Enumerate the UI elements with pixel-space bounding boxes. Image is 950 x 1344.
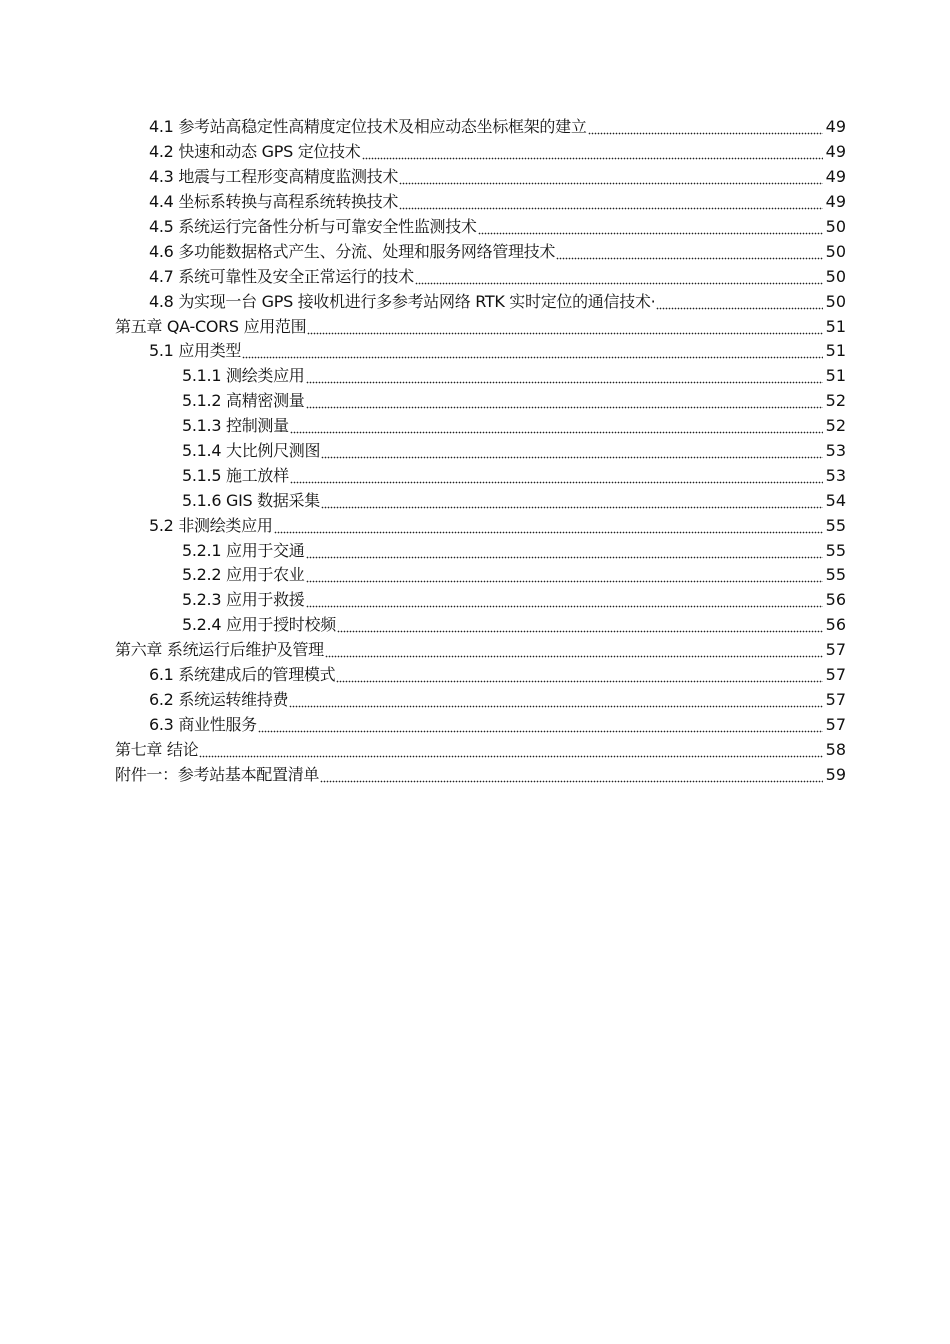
toc-dot-leader: [325, 640, 823, 660]
toc-entry[interactable]: [0, 140, 950, 165]
toc-subentry[interactable]: [0, 414, 950, 439]
toc-entry[interactable]: [0, 190, 950, 215]
toc-dot-leader: [321, 491, 823, 511]
toc-entry-title: 6.2 系统运转维持费: [149, 689, 289, 709]
toc-dot-leader: [320, 765, 823, 785]
toc-chapter-entry[interactable]: [0, 638, 950, 663]
toc-entry[interactable]: [0, 165, 950, 190]
toc-page-number: 50: [825, 266, 846, 286]
toc-dot-leader: [258, 715, 823, 735]
toc-page-number: 50: [825, 291, 846, 311]
toc-dot-leader: [415, 267, 823, 287]
toc-entry-title: 5.1.2 高精密测量: [182, 391, 305, 411]
toc-page-number: 53: [825, 465, 846, 485]
toc-entry[interactable]: [0, 513, 950, 538]
toc-entry[interactable]: [0, 264, 950, 289]
toc-page-number: 57: [825, 714, 846, 734]
toc-page-number: 49: [825, 192, 846, 212]
toc-appendix-entry[interactable]: [0, 762, 950, 787]
toc-dot-leader: [656, 292, 823, 312]
toc-entry-title: 5.1.5 施工放样: [182, 465, 289, 485]
toc-entry-title: 第六章 系统运行后维护及管理: [115, 640, 324, 660]
toc-entry-title: 4.7 系统可靠性及安全正常运行的技术: [149, 266, 414, 286]
toc-dot-leader: [199, 740, 823, 760]
toc-page-number: 57: [825, 689, 846, 709]
toc-entry-title: 5.1 应用类型: [149, 341, 242, 361]
toc-entry-title: 4.1 参考站高稳定性高精度定位技术及相应动态坐标框架的建立: [149, 117, 587, 137]
toc-subentry[interactable]: [0, 613, 950, 638]
toc-entry-title: 5.1.6 GIS 数据采集: [182, 490, 320, 510]
toc-entry[interactable]: [0, 115, 950, 140]
toc-entry[interactable]: [0, 663, 950, 688]
toc-entry-title: 5.1.1 测绘类应用: [182, 366, 305, 386]
toc-entry-title: 4.3 地震与工程形变高精度监测技术: [149, 167, 399, 187]
toc-page-number: 59: [825, 764, 846, 784]
toc-entry-title: 附件一：参考站基本配置清单: [115, 764, 320, 784]
toc-entry-title: 6.3 商业性服务: [149, 714, 257, 734]
toc-subentry[interactable]: [0, 563, 950, 588]
toc-entry-title: 第五章 QA-CORS 应用范围: [115, 316, 307, 336]
toc-page-number: 49: [825, 117, 846, 137]
toc-page-number: 50: [825, 217, 846, 236]
toc-subentry[interactable]: [0, 389, 950, 414]
toc-dot-leader: [306, 590, 824, 610]
toc-entry-title: 5.2.3 应用于救援: [182, 590, 305, 610]
toc-dot-leader: [399, 192, 823, 212]
toc-entry[interactable]: [0, 215, 950, 240]
toc-entry-title: 4.5 系统运行完备性分析与可靠安全性监测技术: [149, 217, 477, 236]
toc-entry-title: 5.2.1 应用于交通: [182, 540, 305, 560]
toc-page-number: 49: [825, 142, 846, 162]
toc-page-number: 56: [825, 590, 846, 610]
toc-subentry[interactable]: [0, 463, 950, 488]
toc-page-number: 49: [825, 167, 846, 187]
toc-page-number: 55: [825, 515, 846, 535]
toc-dot-leader: [242, 341, 823, 361]
toc-entry-title: 5.2 非测绘类应用: [149, 515, 273, 535]
toc-dot-leader: [306, 391, 824, 411]
toc-entry[interactable]: [0, 712, 950, 737]
toc-entry-title: 4.4 坐标系转换与高程系统转换技术: [149, 192, 399, 212]
toc-dot-leader: [556, 242, 823, 262]
toc-entry-title: 6.1 系统建成后的管理模式: [149, 665, 336, 685]
toc-page-number: 51: [825, 341, 846, 361]
toc-page-number: 55: [825, 565, 846, 585]
toc-page-number: 53: [825, 441, 846, 461]
toc-page-number: 55: [825, 540, 846, 560]
toc-page-number: 57: [825, 665, 846, 685]
toc-dot-leader: [306, 565, 824, 585]
toc-dot-leader: [321, 441, 823, 461]
toc-dot-leader: [306, 366, 824, 386]
toc-subentry[interactable]: [0, 488, 950, 513]
toc-entry-title: 4.6 多功能数据格式产生、分流、处理和服务网络管理技术: [149, 241, 556, 261]
toc-subentry[interactable]: [0, 588, 950, 613]
toc-entry-title: 第七章 结论: [115, 739, 199, 759]
toc-dot-leader: [588, 117, 823, 137]
toc-dot-leader: [290, 466, 823, 486]
toc-page-number: 51: [825, 366, 846, 386]
toc-dot-leader: [289, 690, 823, 710]
toc-subentry[interactable]: [0, 439, 950, 464]
toc-dot-leader: [478, 217, 823, 237]
toc-dot-leader: [399, 167, 823, 187]
toc-chapter-entry[interactable]: [0, 314, 950, 339]
toc-page-number: 58: [825, 739, 846, 759]
toc-dot-leader: [337, 615, 823, 635]
toc-entry[interactable]: [0, 239, 950, 264]
toc-entry-title: 4.2 快速和动态 GPS 定位技术: [149, 142, 361, 162]
toc-page-number: 52: [825, 416, 846, 436]
toc-entry[interactable]: [0, 687, 950, 712]
toc-dot-leader: [306, 541, 824, 561]
toc-entry-title: 4.8 为实现一台 GPS 接收机进行多参考站网络 RTK 实时定位的通信技术·: [149, 291, 656, 311]
toc-page-number: 57: [825, 640, 846, 660]
toc-dot-leader: [362, 142, 823, 162]
toc-dot-leader: [336, 665, 823, 685]
toc-page-number: 51: [825, 316, 846, 336]
toc-page-number: 54: [825, 490, 846, 510]
toc-entry-title: 5.2.2 应用于农业: [182, 565, 305, 585]
toc-entry-title: 5.1.3 控制测量: [182, 416, 289, 436]
toc-entry[interactable]: [0, 339, 950, 364]
toc-entry-title: 5.1.4 大比例尺测图: [182, 441, 321, 461]
toc-subentry[interactable]: [0, 364, 950, 389]
toc-dot-leader: [290, 416, 823, 436]
toc-page-number: 56: [825, 615, 846, 635]
toc-subentry[interactable]: [0, 538, 950, 563]
toc-page-number: 52: [825, 391, 846, 411]
toc-entry-title: 5.2.4 应用于授时校频: [182, 615, 336, 635]
toc-dot-leader: [274, 516, 823, 536]
toc-chapter-entry[interactable]: [0, 737, 950, 762]
toc-page-number: 50: [825, 241, 846, 261]
toc-entry[interactable]: [0, 289, 950, 314]
table-of-contents: [0, 115, 950, 787]
toc-dot-leader: [307, 317, 823, 337]
